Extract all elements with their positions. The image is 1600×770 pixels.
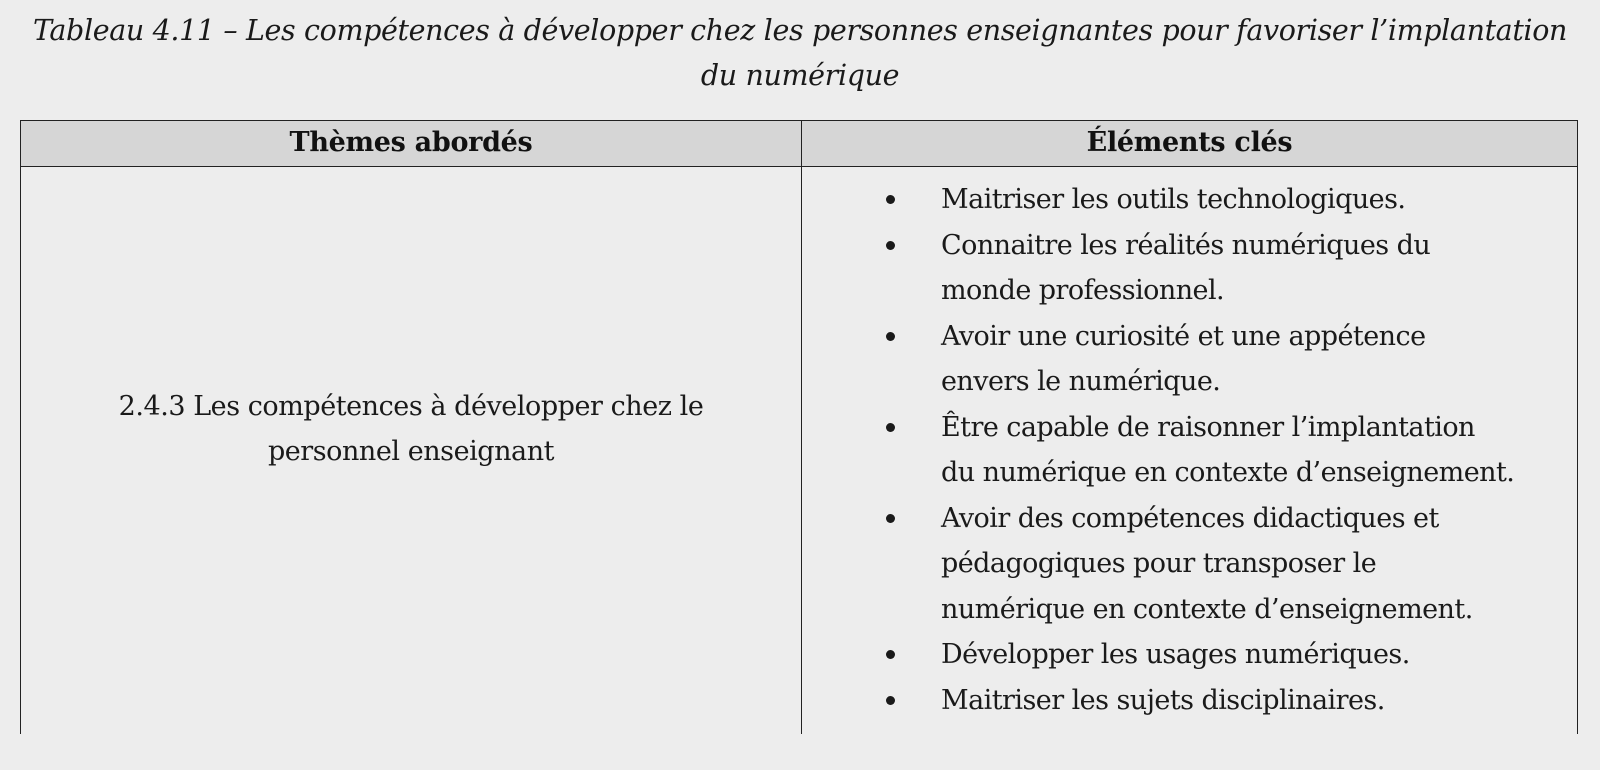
list-item-line: monde professionnel. <box>941 275 1225 306</box>
list-item-line: Avoir des compétences didactiques et <box>941 502 1439 534</box>
theme-line-2: personnel enseignant <box>267 436 555 467</box>
list-item-line: numérique en contexte d’enseignement. <box>941 593 1473 625</box>
elements-list <box>803 177 1577 723</box>
theme-line-1: 2.4.3 Les compétences à développer chez le <box>118 391 704 422</box>
list-item-line: envers le numérique. <box>941 366 1221 397</box>
bullet-icon <box>886 696 895 705</box>
bullet-icon <box>886 332 895 341</box>
bullet-icon <box>886 195 895 204</box>
list-item-line: Maitriser les outils technologiques. <box>941 184 1406 215</box>
list-item <box>803 496 1577 633</box>
table-caption <box>10 8 1590 98</box>
list-item <box>803 177 1577 223</box>
bullet-icon <box>886 650 895 659</box>
bullet-icon <box>886 423 895 432</box>
list-item <box>803 223 1577 314</box>
theme-cell <box>21 167 801 733</box>
list-item-line: du numérique en contexte d’enseignement. <box>941 457 1515 488</box>
column-divider <box>801 121 802 734</box>
bullet-icon <box>886 241 895 250</box>
list-item-line: Avoir une curiosité et une appétence <box>941 320 1426 352</box>
competences-table <box>20 120 1578 734</box>
header-elements: Éléments clés <box>1086 127 1293 158</box>
list-item-line: Connaitre les réalités numériques du <box>941 229 1431 261</box>
list-item <box>803 678 1577 724</box>
list-item <box>803 405 1577 496</box>
list-item <box>803 314 1577 405</box>
header-themes: Thèmes abordés <box>289 127 533 158</box>
caption-line-1: Tableau 4.11 – Les compétences à développer chez les personnes enseignantes pour favoriser l’implantation <box>32 14 1568 47</box>
list-item-line: Développer les usages numériques. <box>941 639 1410 670</box>
bullet-icon <box>886 514 895 523</box>
list-item-line: Être capable de raisonner l’implantation <box>941 411 1475 443</box>
list-item <box>803 632 1577 678</box>
list-item-line: pédagogiques pour transposer le <box>941 548 1377 579</box>
caption-line-2: du numérique <box>700 59 900 92</box>
list-item-line: Maitriser les sujets disciplinaires. <box>941 684 1385 716</box>
theme-text <box>61 384 761 474</box>
table-header-row <box>21 121 1577 167</box>
